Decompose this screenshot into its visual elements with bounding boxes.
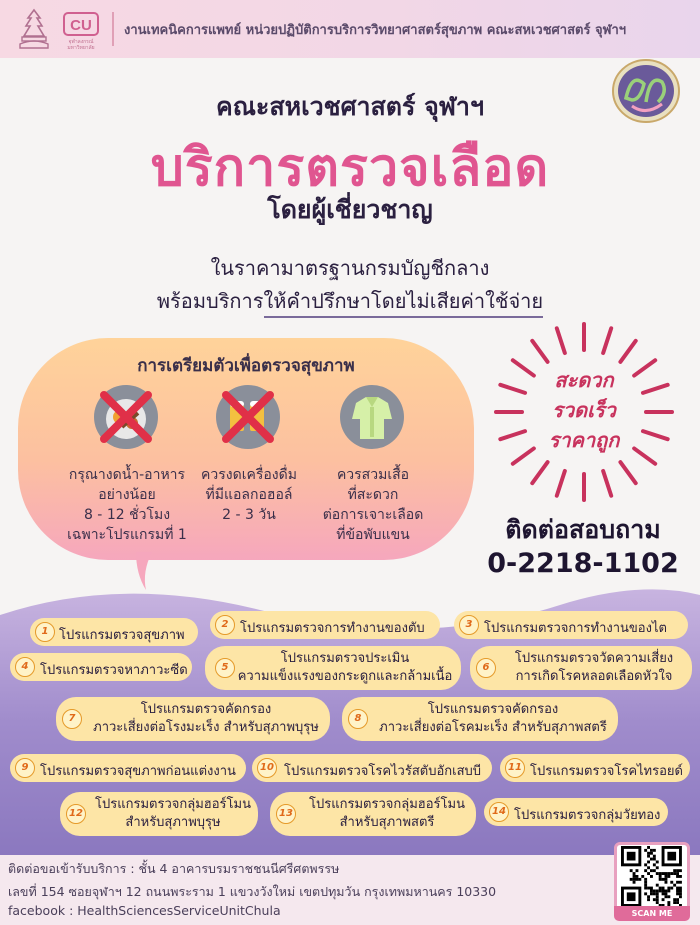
program-label: โปรแกรมตรวจหาภาวะซีด [40,663,188,678]
prep-line: อย่างน้อย [98,487,156,503]
qr-module [659,872,662,875]
program-number: 2 [215,615,235,635]
qr-module [650,890,653,893]
qr-module [638,878,641,881]
program-line: โปรแกรมตรวจคัดกรอง [427,702,559,717]
qr-module [644,881,647,884]
prep-line: ที่สะดวก [347,487,399,503]
qr-module [650,858,653,861]
qr-module [662,872,665,875]
svg-text:CU: CU [70,17,92,34]
qr-module [667,875,670,878]
program-label: โปรแกรมตรวจการทำงานของตับ [240,621,425,636]
program-pill-13[interactable] [270,792,476,836]
burst-ray [603,328,611,353]
program-line: โปรแกรมตรวจวัดความเสี่ยง [514,651,674,666]
qr-module [679,869,682,872]
program-number: 8 [348,709,368,729]
program-label: โปรแกรมตรวจโรคไทรอยด์ [530,764,683,779]
burst-ray [557,328,565,353]
program-number: 10 [257,758,277,778]
qr-module [633,878,636,881]
qr-module [636,878,639,881]
qr-module [656,861,659,864]
program-label [298,796,476,832]
qr-module [647,898,650,901]
qr-module [647,895,650,898]
qr-module [630,878,633,881]
qr-module [630,869,633,872]
qr-module [656,898,659,901]
qr-module [641,875,644,878]
qr-module [656,884,659,887]
program-pill-11[interactable] [500,754,690,782]
qr-module [676,898,679,901]
qr-module [650,892,653,895]
qr-module [679,890,682,893]
qr-module [670,881,673,884]
program-number: 4 [15,657,35,677]
price-line-2 [0,285,700,317]
qr-module [667,890,670,893]
program-label: โปรแกรมตรวจกลุ่มวัยทอง [514,808,661,823]
qr-caption: SCAN ME [614,906,690,921]
program-label [84,701,328,737]
qr-module [676,892,679,895]
program-pill-12[interactable] [60,792,258,836]
svg-text:จุฬาลงกรณ์: จุฬาลงกรณ์ [68,39,94,45]
qr-module [665,895,668,898]
highlight-fast: รวดเร็ว [552,398,616,422]
qr-module [653,890,656,893]
qr-module [673,884,676,887]
top-header-bar [0,0,700,58]
qr-module [679,895,682,898]
qr-module [636,869,639,872]
qr-module [647,852,650,855]
qr-module [656,890,659,893]
footer-address-line-1: ติดต่อขอเข้ารับบริการ : ชั้น 4 อาคารบรมราชชนนีศรีศตพรรษ [8,861,340,876]
qr-code-icon [617,845,687,907]
prep-line: เฉพาะโปรแกรมที่ 1 [67,527,187,543]
program-line: โปรแกรมตรวจประเมิน [280,651,410,666]
no-food-icon [92,383,160,451]
qr-module [662,898,665,901]
qr-module [676,875,679,878]
qr-module [636,875,639,878]
qr-module [667,901,670,904]
price-line-1: ในราคามาตรฐานกรมบัญชีกลาง [210,256,490,280]
program-number: 3 [459,615,479,635]
qr-module [676,869,679,872]
footer-address-line-2: เลขที่ 154 ซอยจุฬาฯ 12 ถนนพระราม 1 แขวงวังใหม่ เขตปทุมวัน กรุงเทพมหานคร 10330 [8,884,497,899]
price-line-2b: ให้คำปรึกษาโดยไม่เสียค่าใช้จ่าย [264,289,544,318]
program-label: โปรแกรมตรวจสุขภาพก่อนแต่งงาน [40,764,236,779]
qr-module [665,875,668,878]
qr-module [662,892,665,895]
program-pill-7[interactable] [56,697,330,741]
price-line-2a: พร้อมบริการ [156,289,264,313]
qr-module [653,869,656,872]
qr-module [676,901,679,904]
qr-module [647,861,650,864]
qr-module [667,872,670,875]
qr-module [656,892,659,895]
program-pill-3[interactable] [454,611,688,639]
svg-text:มหาวิทยาลัย: มหาวิทยาลัย [67,45,95,50]
chula-crest-icon [14,8,54,50]
qr-module [653,863,656,866]
program-line: ความแข็งแรงของกระดูกและกล้ามเนื้อ [237,669,453,684]
contact-phone[interactable]: 0-2218-1102 [487,548,679,579]
program-label [229,650,461,686]
program-pill-8[interactable] [342,697,618,741]
qr-finder [627,852,636,861]
prep-line: ต่อการเจาะเลือด [322,507,424,523]
qr-module [653,898,656,901]
faculty-heading: คณะสหเวชศาสตร์ จุฬาฯ [216,92,484,121]
program-line: โปรแกรมตรวจคัดกรอง [140,702,272,717]
cu-logo [60,10,102,50]
preparation-title: การเตรียมตัวเพื่อตรวจสุขภาพ [137,356,355,376]
qr-module [656,901,659,904]
program-label: โปรแกรมตรวจสุขภาพ [59,628,185,643]
qr-module [670,887,673,890]
qr-module [644,863,647,866]
program-label [370,701,616,737]
program-number: 7 [62,709,82,729]
qr-module [665,872,668,875]
qr-module [665,890,668,893]
qr-module [673,872,676,875]
qr-module [647,846,650,849]
qr-module [676,872,679,875]
qr-module [656,895,659,898]
qr-module [667,895,670,898]
program-line: การเกิดโรคหลอดเลือดหัวใจ [515,669,673,684]
qr-module [650,875,653,878]
burst-ray [620,462,635,483]
qr-module [650,887,653,890]
qr-module [644,849,647,852]
program-label [88,796,258,832]
qr-module [679,881,682,884]
burst-ray [603,471,611,496]
qr-module [673,869,676,872]
qr-module [656,866,659,869]
qr-module [644,887,647,890]
program-number: 5 [215,658,235,678]
qr-module [659,875,662,878]
footer-facebook[interactable]: facebook : HealthSciencesServiceUnitChula [8,903,281,918]
qr-module [644,892,647,895]
program-number: 9 [15,758,35,778]
qr-module [662,887,665,890]
qr-module [647,887,650,890]
prep-line: 8 - 12 ชั่วโมง [83,507,171,523]
program-pill-2[interactable] [210,611,440,639]
burst-ray [532,462,547,483]
program-number: 6 [476,658,496,678]
program-pill-10[interactable] [252,754,492,782]
qr-module [679,892,682,895]
prep-line: ที่มีแอลกอฮอล์ [205,487,293,503]
program-line: ภาวะเสี่ยงต่อโรคมะเร็ง สำหรับสุภาพสตรี [379,720,607,735]
qr-module [659,887,662,890]
prep-line: ควรงดเครื่องดื่ม [201,467,297,483]
program-pill-9[interactable] [10,754,246,782]
qr-module [633,881,636,884]
header-divider [112,12,114,46]
shirt-icon [338,383,406,451]
program-number: 12 [66,804,86,824]
qr-module [679,875,682,878]
prep-line: กรุณางดน้ำ-อาหาร [68,467,186,483]
qr-module [670,872,673,875]
program-line: สำหรับสุภาพบุรุษ [125,815,221,830]
qr-module [665,881,668,884]
qr-module [662,878,665,881]
qr-module [647,866,650,869]
qr-module [676,890,679,893]
qr-module [647,855,650,858]
program-number: 13 [276,804,296,824]
burst-ray [532,341,547,362]
qr-module [650,849,653,852]
qr-module [665,878,668,881]
program-line: โปรแกรมตรวจกลุ่มฮอร์โมน [309,797,465,812]
prep-line: ควรสวมเสื้อ [336,467,410,483]
program-line: สำหรับสุภาพสตรี [339,815,435,830]
qr-module [673,898,676,901]
qr-module [665,892,668,895]
burst-ray [620,341,635,362]
program-pill-14[interactable] [484,798,668,826]
qr-module [644,884,647,887]
program-label: โปรแกรมตรวจโรคไวรัสตับอักเสบบี [284,764,482,779]
qr-module [676,881,679,884]
qr-module [659,890,662,893]
highlight-cheap: ราคาถูก [548,428,620,452]
program-pill-1[interactable] [30,618,198,646]
qr-module [659,878,662,881]
program-pill-6[interactable] [470,646,692,690]
sub-heading: โดยผู้เชี่ยวชาญ [267,195,433,224]
qr-module [656,872,659,875]
qr-module [676,887,679,890]
qr-module [633,875,636,878]
highlight-convenient: สะดวก [554,368,614,392]
qr-finder [667,852,676,861]
prep-line: 2 - 3 วัน [222,507,276,523]
qr-module [650,852,653,855]
qr-module [647,872,650,875]
qr-module [644,878,647,881]
qr-module [662,890,665,893]
qr-module [679,887,682,890]
qr-module [644,869,647,872]
qr-module [653,892,656,895]
burst-ray [557,471,565,496]
program-line: โปรแกรมตรวจกลุ่มฮอร์โมน [95,797,251,812]
qr-module [673,901,676,904]
qr-module [667,887,670,890]
qr-module [653,849,656,852]
qr-module [650,869,653,872]
program-number: 11 [505,758,525,778]
main-heading: บริการตรวจเลือด [150,138,550,198]
program-pill-5[interactable] [205,646,461,690]
qr-module [653,855,656,858]
qr-module [653,858,656,861]
program-number: 14 [489,802,509,822]
program-label [496,650,692,686]
qr-module [633,872,636,875]
qr-finder [627,892,636,901]
program-number: 1 [35,622,55,642]
unit-title: งานเทคนิคการแพทย์ หน่วยปฏิบัติการบริการวิทยาศาสตร์สุขภาพ คณะสหเวชศาสตร์ จุฬาฯ [124,23,627,38]
program-pill-4[interactable] [10,653,192,681]
prep-item-3 [298,465,448,545]
prep-line: ที่ข้อพับแขน [336,527,410,543]
program-label: โปรแกรมตรวจการทำงานของไต [484,621,667,636]
no-alcohol-icon [214,383,282,451]
contact-label: ติดต่อสอบถาม [505,515,661,544]
program-line: ภาวะเสี่ยงต่อโรงมะเร็ง สำหรับสุภาพบุรุษ [93,720,319,735]
